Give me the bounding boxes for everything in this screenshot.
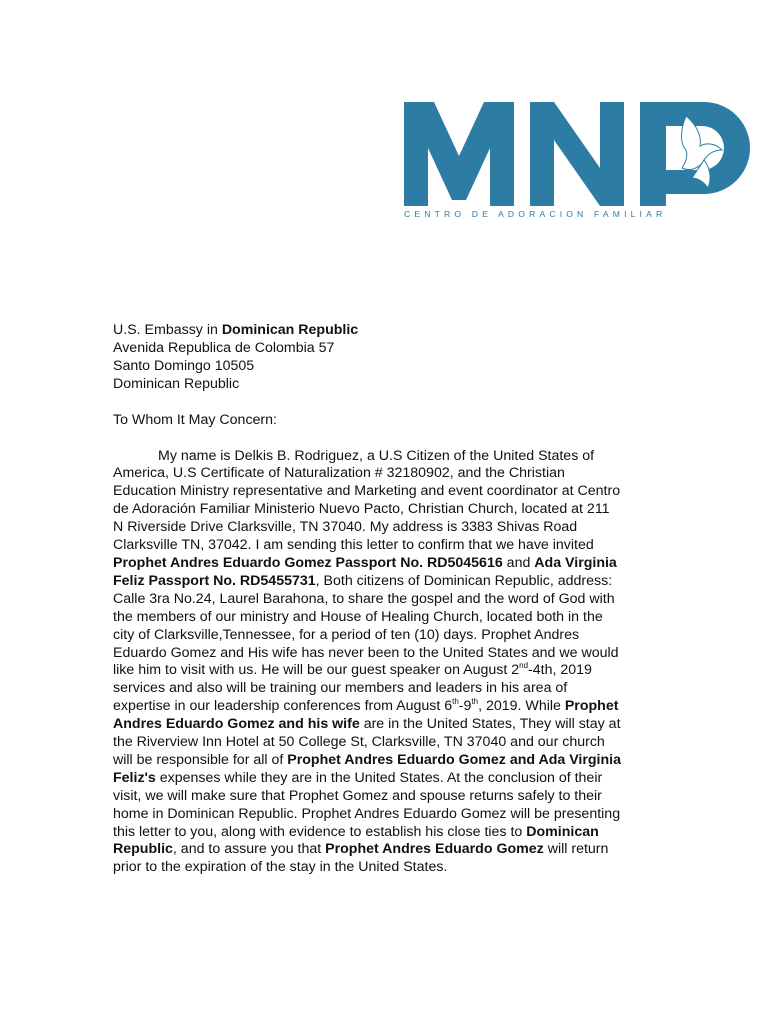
body-line: prior to the expiration of the stay in the United States. [113,859,448,876]
recipient-address [113,322,658,394]
address-line-4: Dominican Republic [113,375,240,392]
body-line: Education Ministry representative and Marketing and event coordinator at Centro [113,483,621,500]
letter-body [113,322,658,877]
church-logo [404,98,764,226]
body-line: like him to visit with us. He will be our guest speaker on August 2nd-4th, 2019 [113,661,592,679]
body-line: home in Dominican Republic. Prophet Andres Eduardo Gomez will be presenting [113,805,621,822]
body-line: city of Clarksville,Tennessee, for a period of ten (10) days. Prophet Andres [113,626,580,643]
body-line: Eduardo Gomez and His wife has never been to the United States and we would [113,644,619,661]
body-line: the members of our ministry and House of Healing Church, located both in the [113,608,603,625]
body-line: Feliz's expenses while they are in the United States. At the conclusion of their [113,769,603,786]
address-line-2: Avenida Republica de Colombia 57 [113,339,335,356]
body-line: this letter to you, along with evidence to establish his close ties to Dominican [113,823,599,840]
body-line: N Riverside Drive Clarksville, TN 37040. My address is 3383 Shivas Road [113,519,578,536]
body-line: Calle 3ra No.24, Laurel Barahona, to share the gospel and the word of God with [113,590,615,607]
salutation: To Whom It May Concern: [113,411,277,428]
body-line: Andres Eduardo Gomez and his wife are in the United States, They will stay at [113,716,621,733]
body-line: de Adoración Familiar Ministerio Nuevo Pacto, Christian Church, located at 211 [113,501,610,518]
address-line-1: U.S. Embassy in Dominican Republic [113,322,359,338]
body-line: expertise in our leadership conferences from August 6th-9th, 2019. While Prophet [113,697,619,715]
logo-subtitle: CENTRO DE ADORACION FAMILIAR [404,209,667,219]
body-line: Feliz Passport No. RD5455731, Both citizens of Dominican Republic, address: [113,572,613,589]
logo-letter-m [404,102,514,206]
body-line: My name is Delkis B. Rodriguez, a U.S Citizen of the United States of [158,447,595,464]
body-paragraph [113,448,658,878]
body-line: Republic, and to assure you that Prophet Andres Eduardo Gomez will return [113,841,609,858]
address-line-3: Santo Domingo 10505 [113,357,255,374]
logo-letter-n [530,102,624,206]
body-line: Prophet Andres Eduardo Gomez Passport No. RD5045616 and Ada Virginia [113,554,617,571]
mnp-logo-mark [404,98,764,210]
body-line: Clarksville TN, 37042. I am sending this letter to confirm that we have invited [113,537,594,554]
body-line: America, U.S Certificate of Naturalization # 32180902, and the Christian [113,465,565,482]
body-line: visit, we will make sure that Prophet Gomez and spouse returns safely to their [113,787,602,804]
body-line: will be responsible for all of Prophet Andres Eduardo Gomez and Ada Virginia [113,751,621,768]
body-line: the Riverview Inn Hotel at 50 College St, Clarksville, TN 37040 and our church [113,734,605,751]
body-line: services and also will be training our members and leaders in his area of [113,680,568,697]
